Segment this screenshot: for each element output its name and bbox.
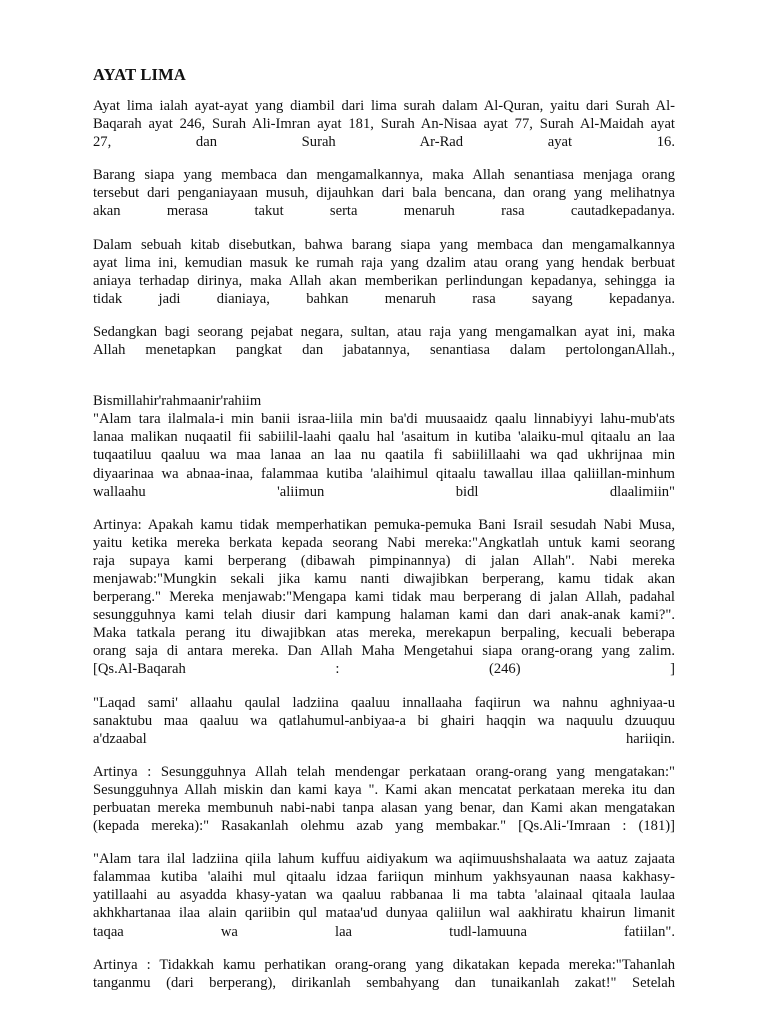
text-line: falammaa kutiba 'alaihi mul qitaalu idzaa fariiqun minhum yakhsyaunan naasa kakhasy- xyxy=(93,869,675,886)
text-line: orang saja di antara mereka. Dan Allah Maha Mengetahui siapa orang-orang yang zalim. xyxy=(93,643,675,660)
text-line: tidak jadi dianiaya, bahkan menaruh rasa sayang kepadanya. xyxy=(93,290,675,307)
text-line: diyaarinaa wa abnaa-inaa, falammaa kutiba 'alaihimul qitaalu tawallau illaa qaliillan-minhum xyxy=(93,465,675,482)
text-line: Maka tatkala perang itu diwajibkan atas mereka, merekapun berpaling, kecuali beberapa xyxy=(93,625,675,642)
text-line: tuqaatiluu qaaluu wa maa lanaa an laa nu qaatila fi sabiilillaahi wa qad ukhrijnaa min xyxy=(93,447,675,464)
text-line: berperang." Mereka menjawab:"Mengapa kami tidak mau berperang di jalan Allah, padahal xyxy=(93,589,675,606)
text-line: taqaa wa laa tudl-lamuuna fatiilan". xyxy=(93,923,675,940)
paragraph-intro xyxy=(93,97,675,151)
text-line: Baqarah ayat 246, Surah Ali-Imran ayat 181, Surah An-Nisaa ayat 77, Surah Al-Maidah ayat xyxy=(93,116,675,133)
text-line: raja supaya kami berperang (dibawah pimpinannya) di jalan Allah". Nabi mereka xyxy=(93,552,675,569)
text-line: perbuatan mereka membunuh nabi-nabi tanpa alasan yang benar, dan Kami akan mengatakan xyxy=(93,800,675,816)
text-line: a'dzaabal hariiqin. xyxy=(93,730,675,747)
text-line: 27, dan Surah Ar-Rad ayat 16. xyxy=(93,134,675,151)
text-line: (kepada mereka):" Rasakanlah olehmu azab yang membakar." [Qs.Ali-'Imraan : (181)] xyxy=(93,818,675,835)
text-line: Artinya : Tidakkah kamu perhatikan orang-orang yang dikatakan kepada mereka:"Tahanlah xyxy=(93,956,675,973)
paragraph-pejabat xyxy=(93,323,675,359)
paragraph-benefit xyxy=(93,166,675,220)
document-title: AYAT LIMA xyxy=(93,65,187,84)
text-line: "Alam tara ilalmala-i min banii israa-liila min ba'di muusaaidz qaalu linnabiyyi lahu-mub'ats xyxy=(93,411,675,428)
paragraph-kitab xyxy=(93,236,675,308)
text-line: sesungguhnya kami telah diusir dari kampung halaman kami dan dari anak-anak kami?". xyxy=(93,607,675,624)
text-line: sanaktubu maa qaaluu wa qatlahumul-anbiyaa-a bi ghairi haqqin wa naquulu dzuuquu xyxy=(93,712,675,729)
text-line: wallaahu 'aliimun bidl dlaalimiin" xyxy=(93,483,675,500)
text-line: Dalam sebuah kitab disebutkan, bahwa barang siapa yang membaca dan mengamalkannya xyxy=(93,236,675,253)
text-line: Ayat lima ialah ayat-ayat yang diambil dari lima surah dalam Al-Quran, yaitu dari Surah Al- xyxy=(93,98,675,114)
text-line: akhkhartanaa ilaa alain qariibin qul mataa'ud dunyaa qaliilun wal aakhiratu khairun limanit xyxy=(93,905,675,922)
text-line: Allah menetapkan pangkat dan jabatannya, senantiasa dalam pertolonganAllah., xyxy=(93,342,675,359)
text-line: Artinya: Apakah kamu tidak memperhatikan pemuka-pemuka Bani Israil sesudah Nabi Musa, xyxy=(93,516,675,533)
paragraph-ayat-246 xyxy=(93,392,675,501)
text-line: tersebut dari penganiayaan musuh, dijauhkan dari bala bencana, dan orang yang melihatnya xyxy=(93,185,675,202)
text-line: "Laqad sami' allaahu qaulal ladziina qaaluu innallaaha faqiirun wa nahnu aghniyaa-u xyxy=(93,694,675,711)
text-line: yatillaahi au asyadda khasy-yatan wa qaaluu rabbanaa li ma tabta 'alainaal qitaala laulaa xyxy=(93,887,675,904)
paragraph-artinya-181 xyxy=(93,763,675,835)
text-line: [Qs.Al-Baqarah : (246) ] xyxy=(93,661,675,678)
text-line: menjawab:"Mungkin sekali jika kamu nanti diwajibkan berperang, kamu tidak akan xyxy=(93,570,675,587)
paragraph-artinya-77 xyxy=(93,956,675,992)
text-line: aniaya terhadap dirinya, maka Allah akan memberikan perlindungan kepadanya, sehingga ia xyxy=(93,272,675,289)
text-line: Artinya : Sesungguhnya Allah telah mendengar perkataan orang-orang yang mengatakan:" xyxy=(93,763,675,780)
document-page xyxy=(93,60,675,1007)
text-line: ayat lima ini, kemudian masuk ke rumah raja yang dzalim atau orang yang hendak berbuat xyxy=(93,254,675,271)
text-line: Bismillahir'rahmaanir'rahiim xyxy=(93,393,262,410)
text-line: akan merasa takut serta menaruh rasa cautadkepadanya. xyxy=(93,203,675,220)
text-line: yaitu ketika mereka berkata kepada seorang Nabi mereka:"Angkatlah untuk kami seorang xyxy=(93,534,675,551)
text-line: "Alam tara ilal ladziina qiila lahum kuffuu aidiyakum wa aqiimuushshalaata wa aatuz zajaata xyxy=(93,851,675,868)
text-line: Barang siapa yang membaca dan mengamalkannya, maka Allah senantiasa menjaga orang xyxy=(93,167,675,184)
text-line: Sedangkan bagi seorang pejabat negara, sultan, atau raja yang mengamalkan ayat ini, maka xyxy=(93,323,675,340)
text-line: Sesungguhnya Allah miskin dan kami kaya ". Kami akan mencatat perkataan mereka itu dan xyxy=(93,781,675,798)
text-line: tanganmu (dari berperang), dirikanlah sembahyang dan tunaikanlah zakat!" Setelah xyxy=(93,974,675,991)
paragraph-artinya-246 xyxy=(93,516,675,679)
paragraph-ayat-181 xyxy=(93,694,675,748)
paragraph-ayat-77 xyxy=(93,850,675,940)
text-line: lanaa malikan nuqaatil fii sabiilil-laahi qaalu hal 'asaitum in kutiba 'alaiku-mul qitaalu an laa xyxy=(93,429,675,446)
